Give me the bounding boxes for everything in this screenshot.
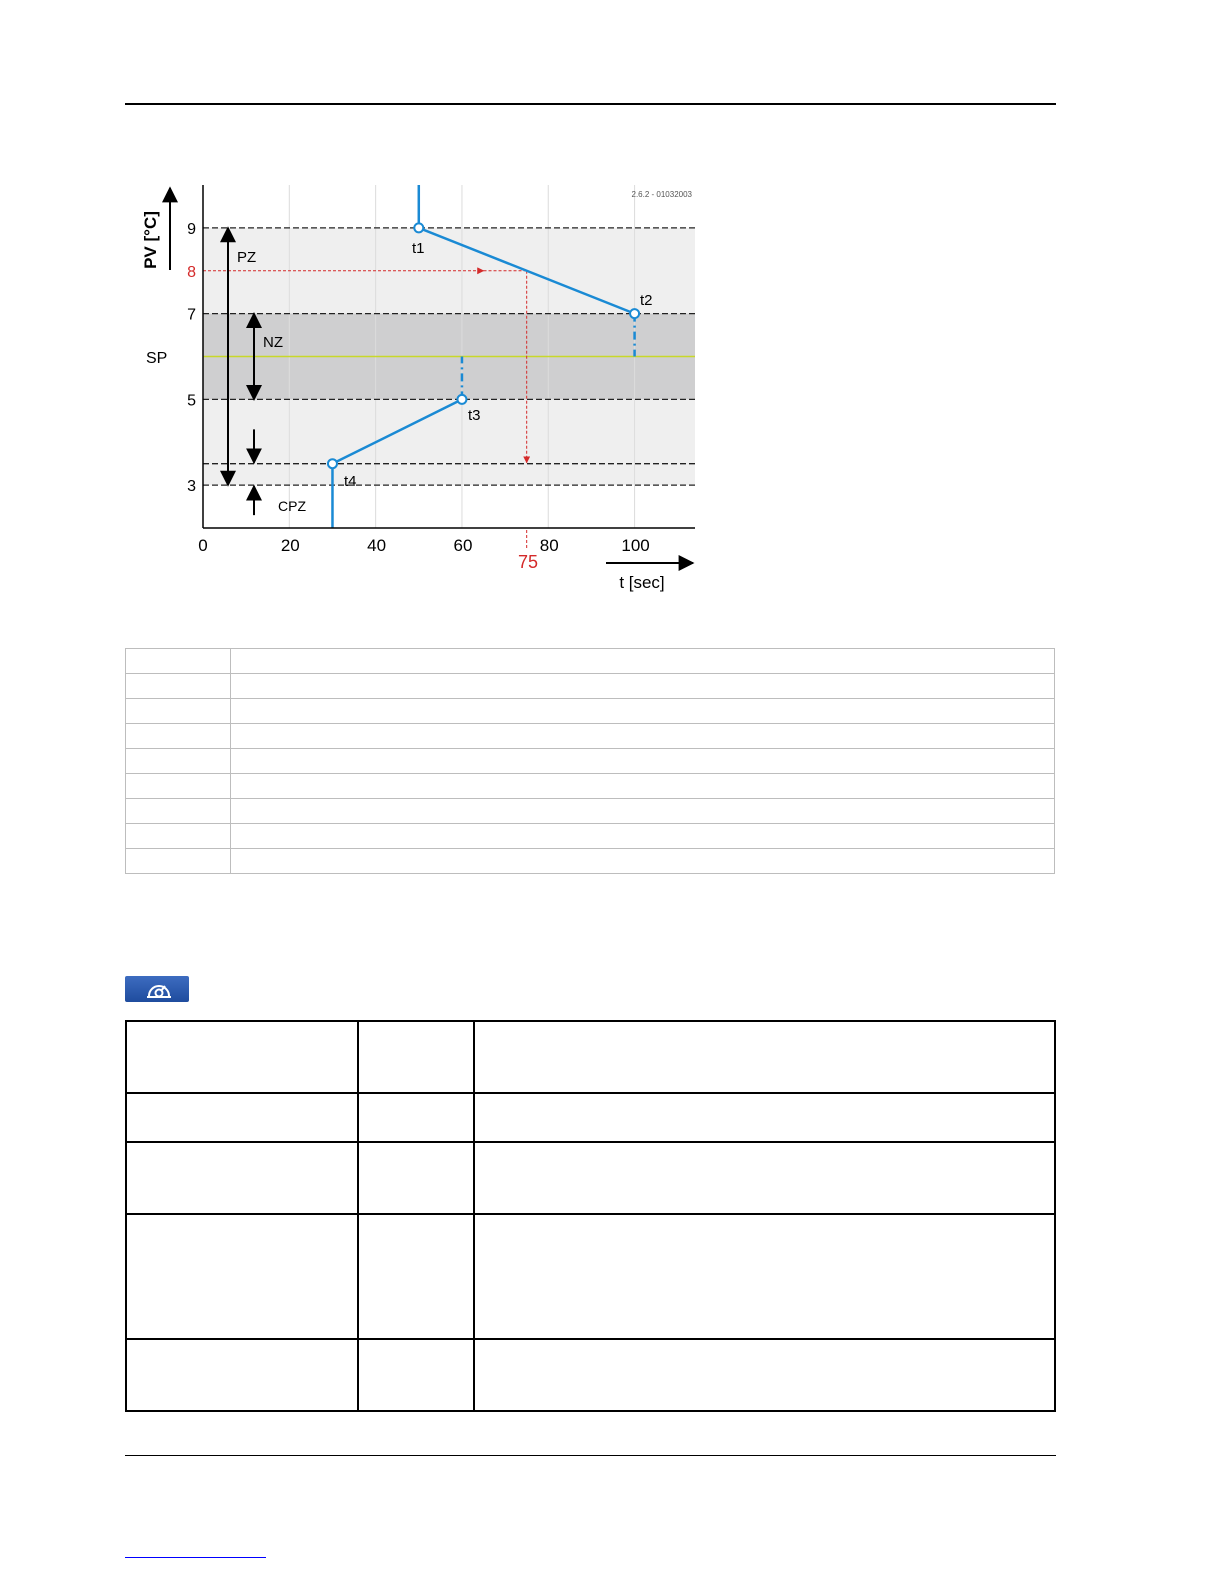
chart-stamp: 2.6.2 - 01032003 (631, 190, 692, 199)
table-row (126, 649, 1055, 674)
table-row (126, 799, 1055, 824)
point-label-t2: t2 (640, 292, 653, 309)
footer-link-underline (125, 1557, 266, 1558)
table-row (126, 674, 1055, 699)
blank-grid-table (125, 648, 1055, 874)
y-tick-label: 5 (187, 392, 196, 410)
x-tick-label: 100 (621, 536, 650, 555)
table-cell (126, 824, 231, 849)
table-cell (126, 799, 231, 824)
point-label-t4: t4 (344, 473, 357, 490)
param-row (126, 1093, 1055, 1142)
y-tick-label: 9 (187, 220, 196, 238)
setpoint-label: SP (146, 350, 168, 367)
event-point-t3 (457, 395, 466, 404)
table-row (126, 774, 1055, 799)
event-point-t2 (630, 309, 639, 318)
table-row (126, 849, 1055, 874)
table-cell (126, 774, 231, 799)
x-tick-label: 0 (198, 536, 208, 555)
table-cell (231, 749, 1055, 774)
table-row (126, 724, 1055, 749)
y-tick-label: 8 (187, 263, 196, 281)
x-tick-label: 40 (367, 536, 387, 555)
table-cell (126, 649, 231, 674)
chart-svg (120, 140, 720, 610)
cpz-label: CPZ (278, 498, 306, 514)
table-cell (126, 849, 231, 874)
table-cell (126, 699, 231, 724)
table-cell (231, 774, 1055, 799)
control-zone-chart (120, 140, 720, 610)
y-tick-label: 3 (187, 478, 196, 496)
event-point-t4 (328, 459, 337, 468)
param-row (126, 1339, 1055, 1411)
table-cell (231, 799, 1055, 824)
event-point-t1 (414, 223, 423, 232)
header-rule (125, 103, 1056, 105)
point-label-t3: t3 (468, 407, 481, 424)
table-row (126, 699, 1055, 724)
table-cell (231, 724, 1055, 749)
table-cell (231, 674, 1055, 699)
gauge-icon (125, 976, 189, 1002)
param-row (126, 1142, 1055, 1214)
point-label-t1: t1 (412, 240, 425, 257)
mode-badge (125, 976, 189, 1002)
table-cell (231, 849, 1055, 874)
table-row (126, 749, 1055, 774)
pz-label: PZ (237, 249, 257, 266)
y-tick-label: 7 (187, 306, 196, 324)
nz-label: NZ (263, 334, 283, 351)
marker-x-label: 75 (517, 552, 539, 572)
table-cell (126, 674, 231, 699)
x-tick-label: 60 (453, 536, 473, 555)
y-axis-label: PV [°C] (141, 211, 160, 269)
x-tick-label: 20 (280, 536, 300, 555)
x-tick-label: 80 (539, 536, 559, 555)
table-cell (231, 699, 1055, 724)
table-cell (231, 824, 1055, 849)
table-cell (231, 649, 1055, 674)
parameter-table (125, 1020, 1056, 1412)
table-row (126, 824, 1055, 849)
table-cell (126, 749, 231, 774)
footer-rule (125, 1455, 1056, 1456)
table-cell (126, 724, 231, 749)
x-axis-label: t [sec] (619, 573, 665, 592)
param-row (126, 1214, 1055, 1339)
param-row (126, 1021, 1055, 1093)
